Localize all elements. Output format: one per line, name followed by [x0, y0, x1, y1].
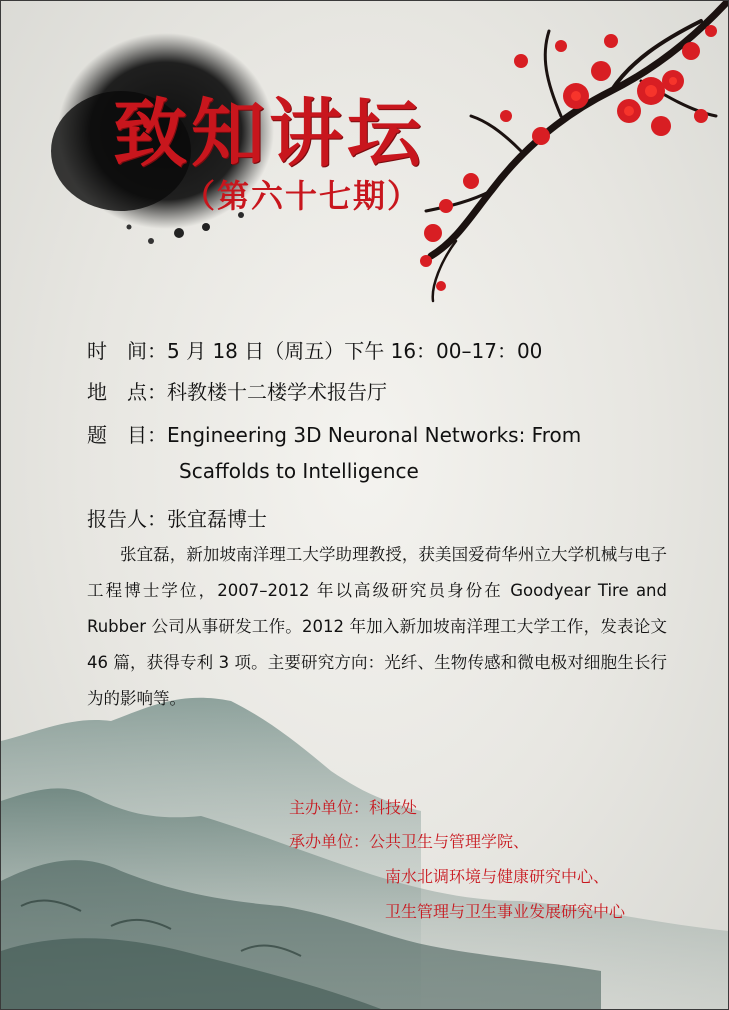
time-value: 5 月 18 日（周五）下午 16：00–17：00 [167, 339, 543, 363]
co-organizer-row [289, 829, 529, 852]
bio-text: 张宜磊，新加坡南洋理工大学助理教授，获美国爱荷华州立大学机械与电子工程博士学位，2007–2012 年以高级研究员身份在 Goodyear Tire and Rubber 公司从事研发工作。2012 年加入新加坡南洋理工大学工作，发表论文 46 篇，获得专利 3 项。主要研究方向：光纤、生物传感和微电极对细胞生长行为的影响等。 [87, 545, 667, 708]
host-row [289, 795, 417, 818]
speaker-label: 报告人： [87, 507, 167, 531]
plum-branch [426, 1, 728, 301]
co-organizer-2: 南水北调环境与健康研究中心、 [385, 867, 610, 886]
plum-blossoms [420, 25, 717, 291]
speaker-value: 张宜磊博士 [167, 507, 267, 531]
host-value: 科技处 [369, 798, 418, 817]
time-row [87, 335, 542, 364]
place-value: 科教楼十二楼学术报告厅 [167, 380, 387, 404]
co-organizer-1: 公共卫生与管理学院、 [369, 832, 530, 851]
speaker-row [87, 503, 267, 532]
forum-title: 致知讲坛 [113, 91, 425, 177]
host-label: 主办单位： [289, 798, 370, 817]
topic-line-1: Engineering 3D Neuronal Networks: From [167, 423, 582, 447]
co-organizer-3: 卫生管理与卫生事业发展研究中心 [385, 902, 626, 921]
mountains [1, 698, 728, 1009]
issue-number: （第六十七期） [183, 177, 422, 215]
topic-line-2: Scaffolds to Intelligence [179, 459, 419, 483]
topic-label: 题 目： [87, 423, 167, 447]
co-organizer-label: 承办单位： [289, 832, 370, 851]
place-row [87, 376, 387, 405]
place-label: 地 点： [87, 380, 167, 404]
time-label: 时 间： [87, 339, 167, 363]
speaker-bio [87, 537, 667, 717]
topic-row [87, 419, 581, 448]
